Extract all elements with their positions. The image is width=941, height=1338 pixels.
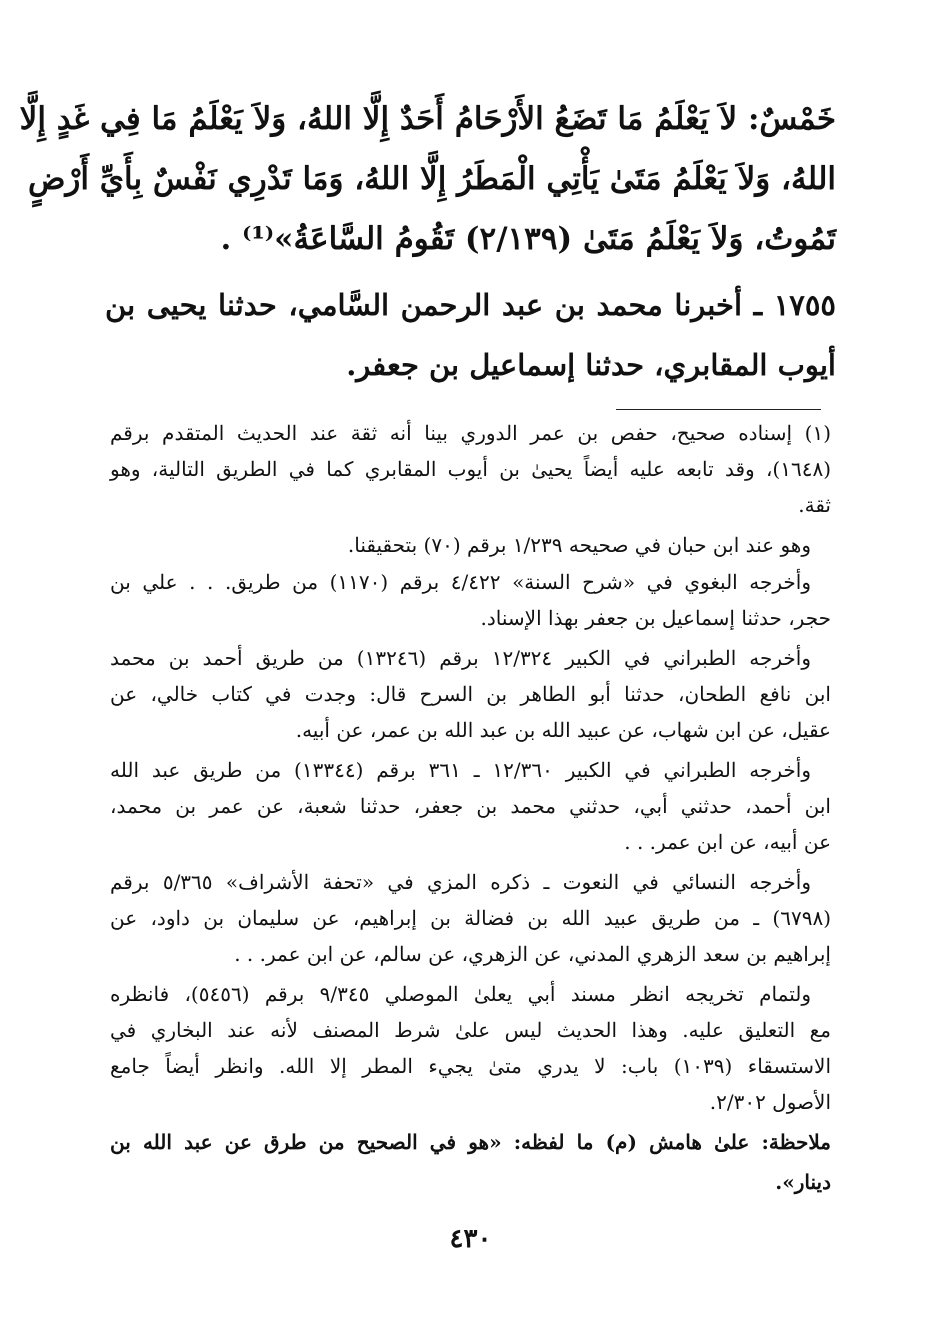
footnote-line: (٦٧٩٨) ـ من طريق عبيد الله بن فضالة بن إبراهيم، عن سليمان بن داود، عن bbox=[110, 906, 831, 930]
footnote-separator bbox=[616, 409, 821, 410]
footnote-line: الاستسقاء (١٠٣٩) باب: لا يدري متىٰ يجيء المطر إلا الله. وانظر أيضاً جامع bbox=[110, 1054, 832, 1078]
footnote-line: ثقة. bbox=[798, 493, 831, 517]
page-number: ٤٣٠ bbox=[449, 1224, 492, 1254]
hadith-1755-line: ١٧٥٥ ـ أخبرنا محمد بن عبد الرحمن السَّامي، حدثنا يحيى بن bbox=[105, 288, 836, 322]
footnote-line: عقيل، عن ابن شهاب، عن عبيد الله بن عبد الله بن عمر، عن أبيه. bbox=[295, 718, 831, 742]
footnote-line: ابن نافع الطحان، حدثنا أبو الطاهر بن السرح قال: وجدت في كتاب خالي، عن bbox=[110, 682, 831, 706]
footnote-note-line: دينار». bbox=[775, 1170, 831, 1194]
footnote-line: (١٦٤٨)، وقد تابعه عليه أيضاً يحيىٰ بن أيوب المقابري كما في الطريق التالية، وهو bbox=[110, 457, 831, 481]
footnote-line: مع التعليق عليه. وهذا الحديث ليس علىٰ شرط المصنف لأنه عند البخاري في bbox=[110, 1018, 831, 1042]
footnote-line: وأخرجه الطبراني في الكبير ١٢/٣٦٠ ـ ٣٦١ برقم (١٣٣٤٤) من طريق عبد الله bbox=[110, 758, 811, 782]
footnote-line: وأخرجه البغوي في «شرح السنة» ٤/٤٢٢ برقم (١١٧٠) من طريق. . . علي بن bbox=[110, 570, 811, 594]
hadith-1755-line: أيوب المقابري، حدثنا إسماعيل بن جعفر. bbox=[346, 348, 836, 382]
footnote-line: ولتمام تخريجه انظر مسند أبي يعلىٰ الموصلي ٩/٣٤٥ برقم (٥٤٥٦)، فانظره bbox=[110, 982, 811, 1006]
hadith-text-line: تَمُوتُ، وَلاَ يَعْلَمُ مَتَىٰ (٢/١٣٩) تَقُومُ السَّاعَةُ»⁽¹⁾ . bbox=[220, 221, 836, 257]
footnote-line: وأخرجه النسائي في النعوت ـ ذكره المزي في «تحفة الأشراف» ٥/٣٦٥ برقم bbox=[110, 870, 811, 894]
hadith-text-line: اللهُ، وَلاَ يَعْلَمُ مَتَىٰ يَأْتِي الْمَطَرُ إِلَّا اللهُ، وَمَا تَدْرِي نَفْسٌ بِأَيِّ أَرْضٍ bbox=[27, 161, 836, 197]
footnote-line: الأصول ٢/٣٠٢. bbox=[709, 1090, 831, 1114]
footnote-line: وأخرجه الطبراني في الكبير ١٢/٣٢٤ برقم (١٣٢٤٦) من طريق أحمد بن محمد bbox=[110, 646, 811, 670]
footnote-line: حجر، حدثنا إسماعيل بن جعفر بهذا الإسناد. bbox=[480, 606, 831, 630]
footnote-note-line: ملاحظة: علىٰ هامش (م) ما لفظه: «هو في الصحيح من طرق عن عبد الله بن bbox=[110, 1130, 831, 1154]
footnote-line: ابن أحمد، حدثني أبي، حدثني محمد بن جعفر، حدثنا شعبة، عن عمر بن محمد، bbox=[110, 794, 831, 818]
footnote-line: (١) إسناده صحيح، حفص بن عمر الدوري بينا أنه ثقة عند الحديث المتقدم برقم bbox=[110, 421, 831, 445]
hadith-text-line: خَمْسٌ: لاَ يَعْلَمُ مَا تَضَعُ الأَرْحَامُ أَحَدٌ إِلَّا اللهُ، وَلاَ يَعْلَمُ مَا فِي غَدٍ إِلَّا bbox=[19, 101, 836, 137]
footnote-line: وهو عند ابن حبان في صحيحه ١/٢٣٩ برقم (٧٠) بتحقيقنا. bbox=[347, 533, 811, 557]
footnote-line: إبراهيم بن سعد الزهري المدني، عن الزهري، عن سالم، عن ابن عمر. . . bbox=[234, 942, 831, 966]
footnote-line: عن أبيه، عن ابن عمر. . . bbox=[624, 830, 831, 854]
